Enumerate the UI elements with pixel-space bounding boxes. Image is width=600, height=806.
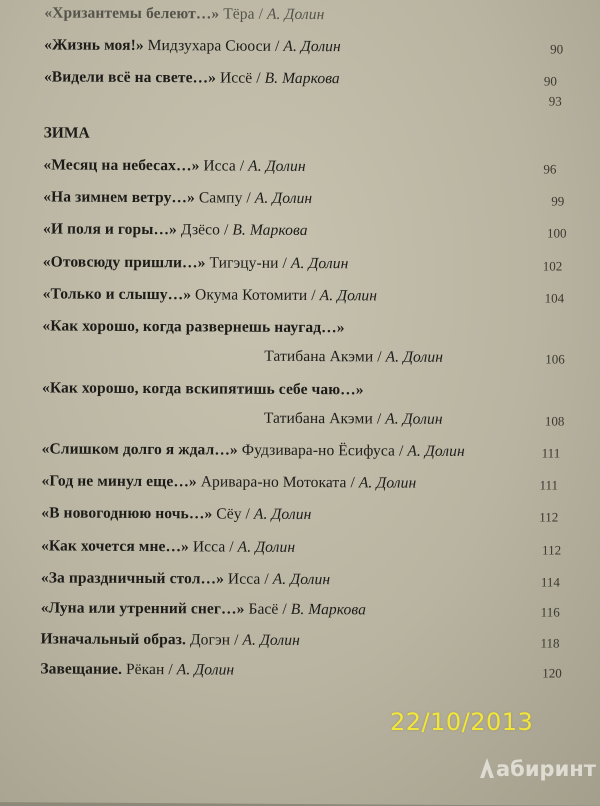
entry-translator: А. Долин [358,474,417,492]
entry-title: «За праздничный стол…» [40,569,225,588]
entry-title: «В новогоднюю ночь…» [41,504,213,523]
entry-separator: / [307,287,320,305]
entry-author: Тёра [219,5,255,23]
entry-translator: А. Долин [253,505,312,524]
entry-translator: А. Долин [176,661,235,679]
entry-title: «Месяц на небесах…» [43,156,200,175]
entry-page-number: 90 [550,41,564,57]
entry-author: Окума Котомити [191,286,308,305]
entry-separator: / [278,600,291,618]
toc-entry [41,569,330,589]
section-title-winter: ЗИМА [43,124,90,142]
entry-title: «Жизнь моя!» [44,36,144,55]
entry-author: Исса [188,538,226,556]
toc-entry [43,188,312,208]
entry-author: Басё [244,600,279,618]
entry-page-number: 100 [546,225,567,241]
entry-translator: А. Долин [283,37,341,56]
toc-entry [41,537,295,557]
entry-translator: А. Долин [242,631,300,649]
toc-entry [43,253,349,273]
entry-title: «Как хорошо, когда развернешь наугад…» [42,317,345,337]
entry-title: «На зимнем ветру…» [43,188,195,207]
entry-page-number: 114 [540,574,560,590]
toc-entry [44,4,324,24]
entry-author: Фудзивара-но Ёсифуса [237,441,396,460]
entry-separator: / [260,570,273,588]
entry-title: «Слишком долго я ждал…» [41,440,238,459]
entry-page-number: 99 [551,193,565,209]
entry-page-number: 112 [542,542,562,558]
toc-entry [264,410,443,429]
entry-author: Сёу [212,505,242,523]
entry-separator: / [254,5,268,23]
entry-separator: / [278,254,292,272]
entry-author: Татибана Акэми [264,347,374,366]
entry-translator: В. Маркова [232,221,308,240]
entry-page-number: 118 [540,635,560,651]
toc-entry [44,36,341,56]
entry-title: «Только и слышу…» [42,285,192,304]
entry-translator: А. Долин [290,254,349,273]
entry-page-number: 112 [539,509,559,525]
entry-title: «Как хорошо, когда вскипятишь себе чаю…» [42,379,364,399]
entry-separator: / [346,474,359,492]
entry-translator: А. Долин [266,5,325,24]
entry-page-number: 116 [540,604,560,620]
entry-author: Сампу [194,189,243,207]
entry-translator: А. Долин [319,287,378,305]
date-stamp: 22/10/2013 [390,708,534,736]
watermark-text: абиринт [496,757,596,781]
toc-entry [41,504,311,524]
entry-translator: А. Долин [407,442,465,460]
entry-title: «И поля и горы…» [42,220,177,239]
entry-author: Аривара-но Мотоката [196,473,347,492]
entry-separator: / [372,410,386,428]
entry-separator: / [270,37,284,55]
toc-entry [43,156,305,176]
toc-entry [43,285,378,305]
entry-separator: / [219,221,233,239]
entry-title: «Видели всё на свете…» [43,68,217,87]
toc-entry [41,599,366,619]
entry-separator: / [230,631,243,649]
entry-translator: А. Долин [272,570,331,589]
entry-page-number: 102 [542,258,563,274]
entry-separator: / [394,442,408,460]
toc-entry [40,630,300,650]
entry-title: «Хризантемы белеют…» [44,4,220,23]
entry-separator: / [225,538,238,556]
entry-page-number: 96 [543,161,557,177]
entry-separator: / [242,189,255,207]
entry-author: Исса [199,157,236,175]
toc-entry [42,440,465,461]
entry-page-number: 108 [544,413,565,429]
toc-entry [42,379,364,399]
entry-page-number: 93 [548,93,562,109]
entry-title: «Луна или утренний снег…» [40,599,245,618]
entry-translator: А. Долин [385,410,443,428]
entry-separator: / [241,505,255,523]
labirint-logo-icon [478,757,496,779]
entry-author: Исса [223,570,261,588]
toc-entry [44,68,340,88]
entry-title: Завещание. [40,660,123,678]
entry-page-number: 106 [545,351,565,367]
entry-title: «Год не минул еще…» [41,472,197,491]
toc-entry [42,317,344,337]
labirint-watermark [478,757,596,781]
toc-entry [41,472,416,492]
entry-author: Мидзухара Сюоси [143,37,272,55]
entry-author: Дзёсо [176,221,221,239]
entry-page-number: 104 [544,290,565,306]
entry-author: Рёкан [121,660,165,679]
entry-title: Изначальный образ. [40,630,187,649]
entry-author: Догэн [185,631,231,649]
toc-entry [264,348,443,367]
entry-author: Татибана Акэми [263,409,373,428]
entry-separator: / [252,69,265,87]
entry-separator: / [373,348,386,366]
toc-entry [43,220,308,240]
entry-page-number: 120 [542,665,562,681]
entry-title: «Отовсюду пришли…» [42,253,206,272]
entry-translator: В. Маркова [264,69,340,88]
toc-entry [40,660,234,679]
entry-title: «Как хочется мне…» [41,537,189,556]
entry-translator: В. Маркова [290,600,367,619]
entry-separator: / [164,661,177,679]
entry-author: Тигэцу-ни [205,254,279,272]
entry-page-number: 90 [543,73,557,89]
entry-page-number: 111 [541,445,561,461]
entry-page-number: 111 [539,477,559,493]
entry-translator: А. Долин [254,189,313,208]
entry-author: Иссё [215,69,253,87]
entry-translator: А. Долин [248,157,306,176]
entry-translator: А. Долин [237,538,296,556]
entry-separator: / [235,157,249,175]
entry-translator: А. Долин [385,348,444,366]
